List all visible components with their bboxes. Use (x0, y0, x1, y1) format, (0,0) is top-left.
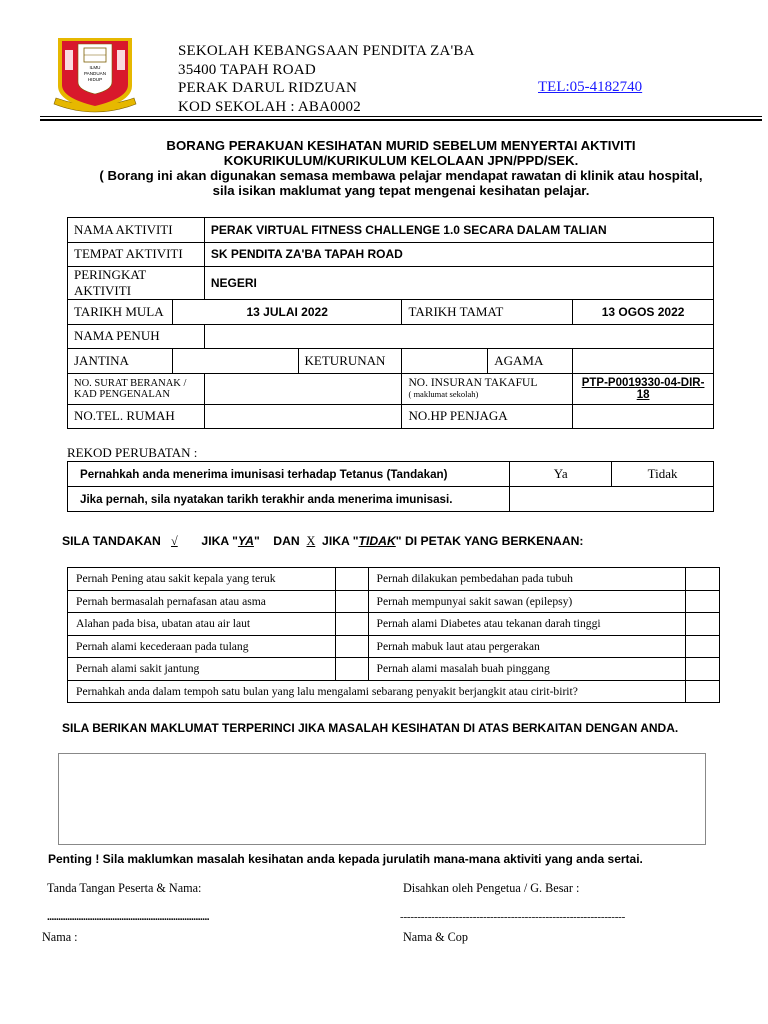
details-textarea[interactable] (58, 753, 706, 845)
checklist-box[interactable] (686, 635, 720, 658)
nama-penuh-label: NAMA PENUH (68, 324, 205, 349)
header-rule-top (40, 116, 762, 117)
tandakan-text-5: JIKA " (322, 534, 359, 548)
checklist-item: Pernah Pening atau sakit kepala yang teruk (68, 568, 336, 591)
checklist-box[interactable] (335, 613, 368, 636)
checklist-row (68, 568, 720, 591)
tandakan-dan: DAN (273, 534, 300, 548)
insuran-label (402, 373, 573, 404)
checklist-item-infection: Pernahkah anda dalam tempoh satu bulan yang lalu mengalami sebarang penyakit berjangkit atau cirit-birit? (68, 680, 686, 703)
imunisasi-date-question: Jika pernah, sila nyatakan tarikh terakhir anda menerima imunisasi. (68, 487, 510, 512)
details-instruction: SILA BERIKAN MAKLUMAT TERPERINCI JIKA MASALAH KESIHATAN DI ATAS BERKAITAN DENGAN ANDA. (62, 721, 679, 735)
tarikh-tamat-value: 13 OGOS 2022 (573, 300, 714, 325)
checklist-item: Pernah alami masalah buah pinggang (368, 658, 685, 681)
checklist-row (68, 613, 720, 636)
surat-beranak-field[interactable] (204, 373, 402, 404)
header-rule-bottom (40, 119, 762, 121)
immunisation-table (67, 461, 714, 512)
insuran-label-sub: ( maklumat sekolah) (408, 388, 479, 399)
tetanus-tidak-option[interactable]: Tidak (612, 462, 714, 487)
tarikh-mula-value: 13 JULAI 2022 (172, 300, 402, 325)
insuran-number: PTP-P0019330-04-DIR-18 (581, 376, 705, 401)
checklist-item: Pernah alami kecederaan pada tulang (68, 635, 336, 658)
keturunan-field[interactable] (402, 349, 488, 374)
tandakan-ya: YA (237, 534, 254, 548)
checklist-box[interactable] (335, 658, 368, 681)
insuran-label-main: NO. INSURAN TAKAFUL (408, 376, 538, 389)
rekod-perubatan-heading: REKOD PERUBATAN : (67, 445, 198, 460)
school-code: KOD SEKOLAH : ABA0002 (178, 98, 361, 115)
surat-beranak-label-1: NO. SURAT BERANAK / (74, 377, 187, 389)
tel-rumah-label: NO.TEL. RUMAH (68, 404, 205, 429)
cross-mark: X (306, 534, 316, 548)
checklist-item: Pernah dilakukan pembedahan pada tubuh (368, 568, 685, 591)
insuran-value (573, 373, 714, 404)
checklist-row (68, 635, 720, 658)
hp-penjaga-label: NO.HP PENJAGA (402, 404, 573, 429)
checklist-item: Pernah mabuk laut atau pergerakan (368, 635, 685, 658)
activity-info-table (67, 217, 714, 429)
tandakan-tidak: TIDAK (358, 534, 396, 548)
principal-signature-label: Disahkan oleh Pengetua / G. Besar : (403, 881, 580, 895)
telephone-link[interactable]: TEL:05-4182740 (538, 79, 643, 95)
checklist-row (68, 658, 720, 681)
school-address-line-2: PERAK DARUL RIDZUAN (178, 80, 358, 96)
tandakan-text-2: JIKA " (201, 534, 238, 548)
checklist-box[interactable] (686, 680, 720, 703)
checklist-row (68, 590, 720, 613)
checklist-item: Pernah alami Diabetes atau tekanan darah tinggi (368, 613, 685, 636)
checklist-item: Alahan pada bisa, ubatan atau air laut (68, 613, 336, 636)
nama-aktiviti-value: PERAK VIRTUAL FITNESS CHALLENGE 1.0 SECARA DALAM TALIAN (204, 218, 713, 243)
agama-label: AGAMA (488, 349, 573, 374)
tandakan-text-1: SILA TANDAKAN (62, 534, 161, 548)
jantina-label: JANTINA (68, 349, 173, 374)
surat-beranak-label (68, 373, 205, 404)
checklist-box[interactable] (335, 635, 368, 658)
tandakan-text-6: " DI PETAK YANG BERKENAAN: (395, 534, 584, 548)
logo-text-2: PANDUAN (83, 71, 107, 76)
hp-penjaga-field[interactable] (573, 404, 714, 429)
surat-beranak-label-2: KAD PENGENALAN (74, 388, 170, 400)
logo-text-1: ILMU (89, 65, 101, 70)
logo-text-3: HIDUP (87, 77, 103, 82)
checklist-box[interactable] (686, 613, 720, 636)
participant-signature-line[interactable]: ........................................................................ (47, 911, 209, 923)
tarikh-mula-label: TARIKH MULA (68, 300, 173, 325)
tandakan-instruction (62, 534, 584, 549)
tick-mark: √ (171, 534, 178, 548)
checklist-box[interactable] (686, 590, 720, 613)
tandakan-text-3: " (253, 534, 260, 548)
title-line-1: BORANG PERAKUAN KESIHATAN MURID SEBELUM MENYERTAI AKTIVITI (166, 138, 636, 153)
checklist-box[interactable] (686, 568, 720, 591)
checklist-item: Pernah alami sakit jantung (68, 658, 336, 681)
school-address-line-1: 35400 TAPAH ROAD (178, 61, 316, 78)
principal-name-label: Nama & Cop (403, 930, 468, 944)
tempat-aktiviti-value: SK PENDITA ZA'BA TAPAH ROAD (204, 242, 713, 267)
tetanus-ya-option[interactable]: Ya (510, 462, 612, 487)
jantina-field[interactable] (172, 349, 298, 374)
form-title (40, 138, 762, 198)
important-note: Penting ! Sila maklumkan masalah kesihatan anda kepada jurulatih mana-mana aktiviti yang anda sertai. (48, 852, 643, 866)
tempat-aktiviti-label: TEMPAT AKTIVITI (68, 242, 205, 267)
checklist-item: Pernah mempunyai sakit sawan (epilepsy) (368, 590, 685, 613)
peringkat-aktiviti-value: NEGERI (204, 267, 713, 300)
school-name: SEKOLAH KEBANGSAAN PENDITA ZA'BA (178, 43, 475, 59)
checklist-box[interactable] (335, 590, 368, 613)
school-address (178, 42, 475, 116)
keturunan-label: KETURUNAN (298, 349, 402, 374)
principal-signature-line[interactable]: ----------------------------------------------------------------- (400, 911, 626, 923)
participant-name-label: Nama : (42, 930, 78, 944)
school-logo (48, 36, 142, 116)
imunisasi-date-field[interactable] (510, 487, 714, 512)
participant-signature-label: Tanda Tangan Peserta & Nama: (47, 881, 202, 895)
checklist-box[interactable] (686, 658, 720, 681)
title-line-4: sila isikan maklumat yang tepat mengenai kesihatan pelajar. (212, 183, 590, 198)
nama-aktiviti-label: NAMA AKTIVITI (68, 218, 205, 243)
tarikh-tamat-label: TARIKH TAMAT (402, 300, 573, 325)
peringkat-aktiviti-label: PERINGKAT AKTIVITI (68, 267, 205, 300)
checklist-item: Pernah bermasalah pernafasan atau asma (68, 590, 336, 613)
agama-field[interactable] (573, 349, 714, 374)
nama-penuh-field[interactable] (204, 324, 713, 349)
checklist-box[interactable] (335, 568, 368, 591)
title-line-2: KOKURIKULUM/KURIKULUM KELOLAAN JPN/PPD/SEK. (223, 153, 579, 168)
tel-rumah-field[interactable] (204, 404, 402, 429)
title-line-3: ( Borang ini akan digunakan semasa membawa pelajar mendapat rawatan di klinik atau hospital, (99, 168, 703, 183)
checklist-row (68, 680, 720, 703)
health-checklist-table (67, 567, 720, 703)
tetanus-question: Pernahkah anda menerima imunisasi terhadap Tetanus (Tandakan) (68, 462, 510, 487)
